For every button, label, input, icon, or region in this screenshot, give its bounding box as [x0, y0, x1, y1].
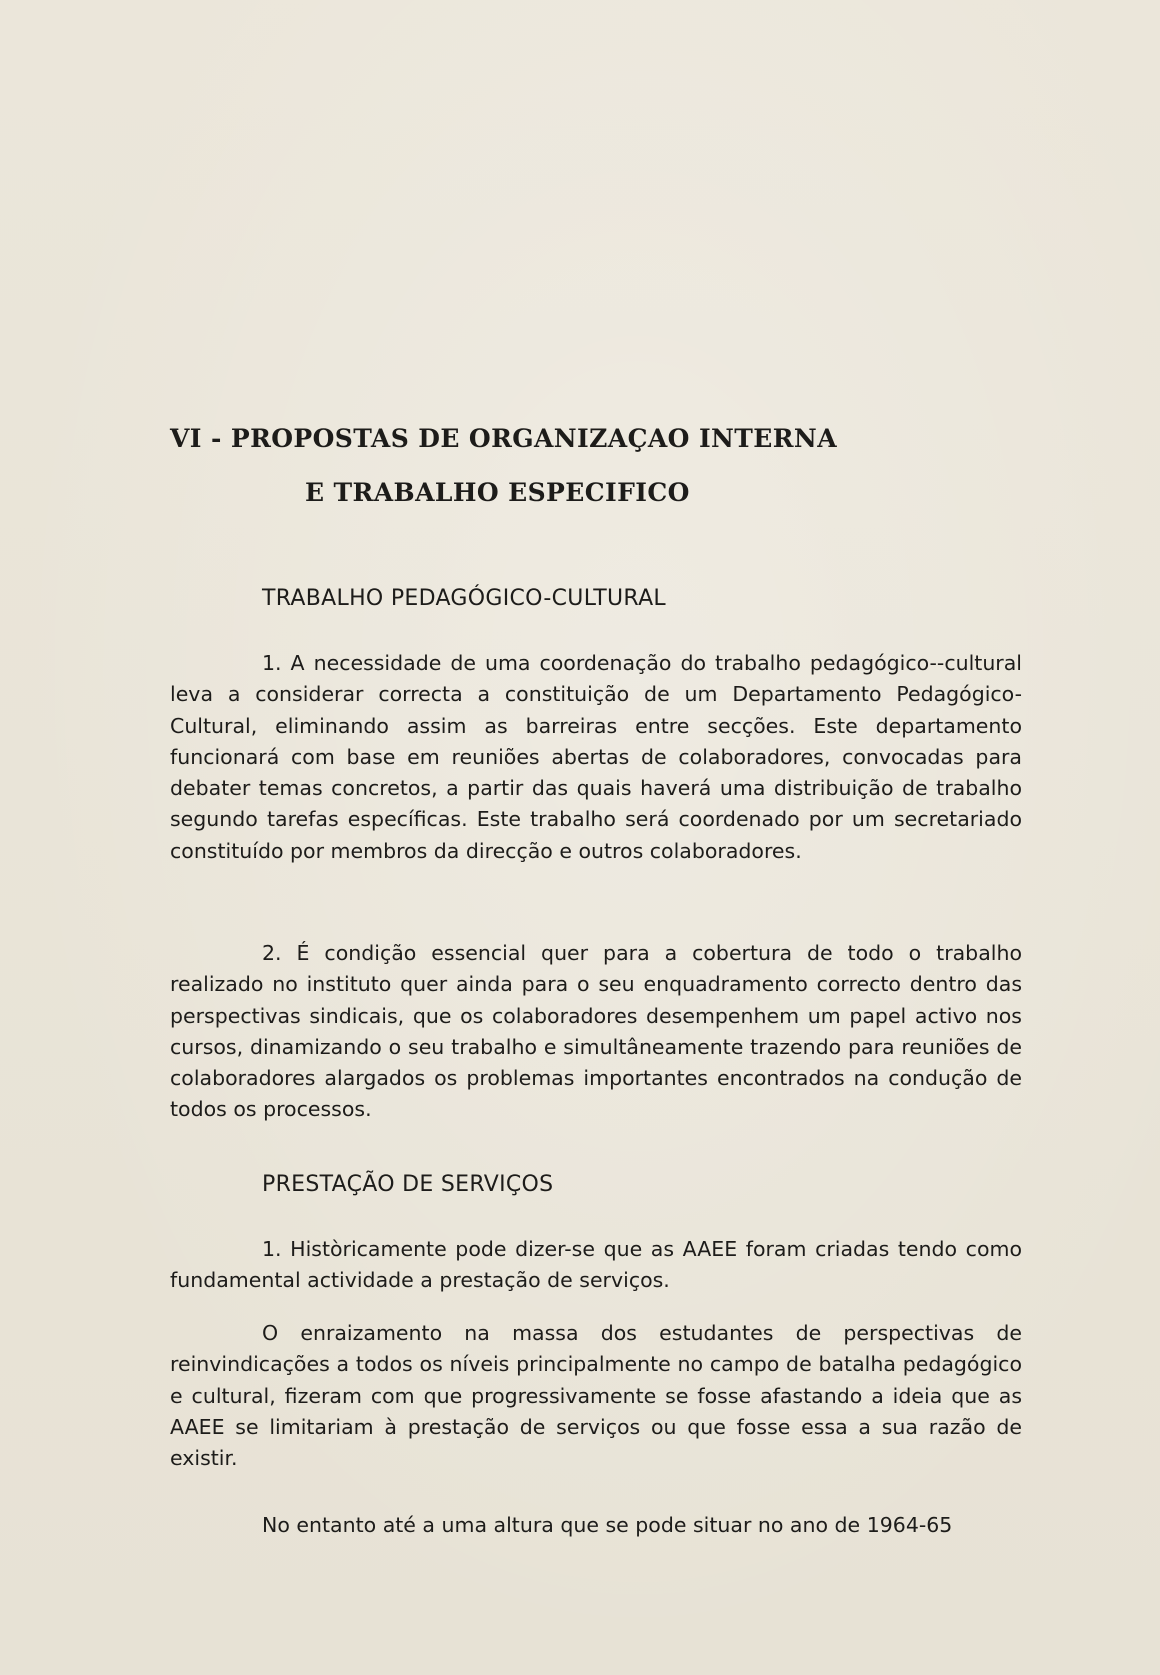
paragraph [170, 648, 1022, 867]
document-title-line-2: E TRABALHO ESPECIFICO [305, 478, 690, 507]
section-heading-prestacao-servicos: PRESTAÇÃO DE SERVIÇOS [262, 1172, 554, 1197]
paragraph-text: 1. A necessidade de uma coordenação do trabalho pedagógico--cultural leva a considerar correcta a constituição de um Departamento Pedagógico-Cultural, eliminando assim as barreiras entre secções. Este departamento funcionará com base em reuniões abertas de colaboradores, convocadas para debater temas concretos, a partir das quais haverá uma distribuição de trabalho segundo tarefas específicas. Este trabalho será coordenado por um secretariado constituído por membros da direcção e outros colaboradores. [170, 651, 1022, 863]
paragraph-text: 2. É condição essencial quer para a cobertura de todo o trabalho realizado no instituto quer ainda para o seu enquadramento correcto dentro das perspectivas sindicais, que os colaboradores desempenhem um papel activo nos cursos, dinamizando o seu trabalho e simultâneamente trazendo para reuniões de colaboradores alargados os problemas importantes encontrados na condução de todos os processos. [170, 941, 1022, 1122]
section-heading-pedagogico-cultural: TRABALHO PEDAGÓGICO-CULTURAL [262, 586, 666, 611]
paragraph-text: 1. Històricamente pode dizer-se que as AAEE foram criadas tendo como fundamental actividade a prestação de serviços. [170, 1237, 1022, 1293]
paragraph [170, 938, 1022, 1126]
paragraph-text: No entanto até a uma altura que se pode situar no ano de 1964-65 [262, 1513, 953, 1537]
paragraph [170, 1318, 1022, 1474]
paragraph [170, 1234, 1022, 1297]
document-title-line-1: VI - PROPOSTAS DE ORGANIZAÇAO INTERNA [170, 424, 837, 453]
paragraph-text: O enraizamento na massa dos estudantes de perspectivas de reinvindicações a todos os níveis principalmente no campo de batalha pedagógico e cultural, fizeram com que progressivamente se fosse afastando a ideia que as AAEE se limitariam à prestação de serviços ou que fosse essa a sua razão de existir. [170, 1321, 1022, 1471]
paragraph [170, 1510, 1022, 1541]
